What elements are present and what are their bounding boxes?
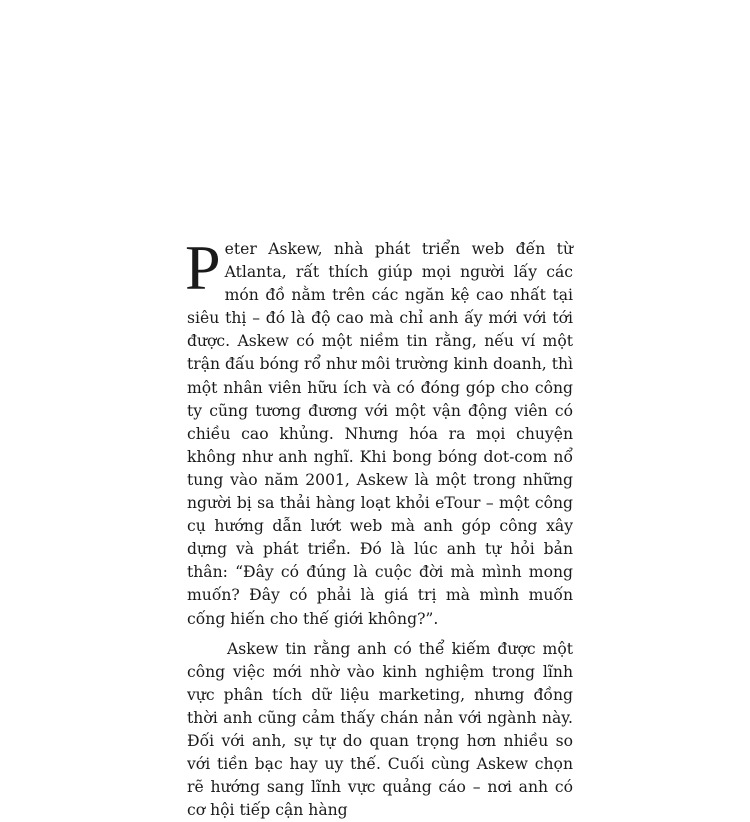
drop-cap: P — [185, 232, 221, 303]
body-text — [185, 232, 573, 822]
paragraph-1 — [185, 232, 573, 631]
paragraph-2 — [187, 638, 573, 822]
paragraph-2-text: Askew tin rằng anh có thể kiếm được một công việc mới nhờ vào kinh nghiệm trong lĩnh vực phân tích dữ liệu marketing, nhưng đồng thời anh cũng cảm thấy chán nản với ngành này. Đối với anh, sự tự do quan trọng hơn nhiều so với tiền bạc hay uy thế. Cuối cùng Askew chọn rẽ hướng sang lĩnh vực quảng cáo – nơi anh có cơ hội tiếp cận hàng — [187, 639, 573, 820]
paragraph-1-text: eter Askew, nhà phát triển web đến từ Atlanta, rất thích giúp mọi người lấy các món đồ nằm trên các ngăn kệ cao nhất tại siêu thị – đó là độ cao mà chỉ anh ấy mới với tới được. Askew có một niềm tin rằng, nếu ví một trận đấu bóng rổ như môi trường kinh doanh, thì một nhân viên hữu ích và có đóng góp cho công ty cũng tương đương với một vận động viên có chiều cao khủng. Nhưng hóa ra mọi chuyện không như anh nghĩ. Khi bong bóng dot-com nổ tung vào năm 2001, Askew là một trong những người bị sa thải hàng loạt khỏi eTour – một công cụ hướng dẫn lướt web mà anh góp công xây dựng và phát triển. Đó là lúc anh tự hỏi bản thân: “Đây có đúng là cuộc đời mà mình mong muốn? Đây có phải là giá trị mà mình muốn cống hiến cho thế giới không?”. — [187, 240, 573, 628]
